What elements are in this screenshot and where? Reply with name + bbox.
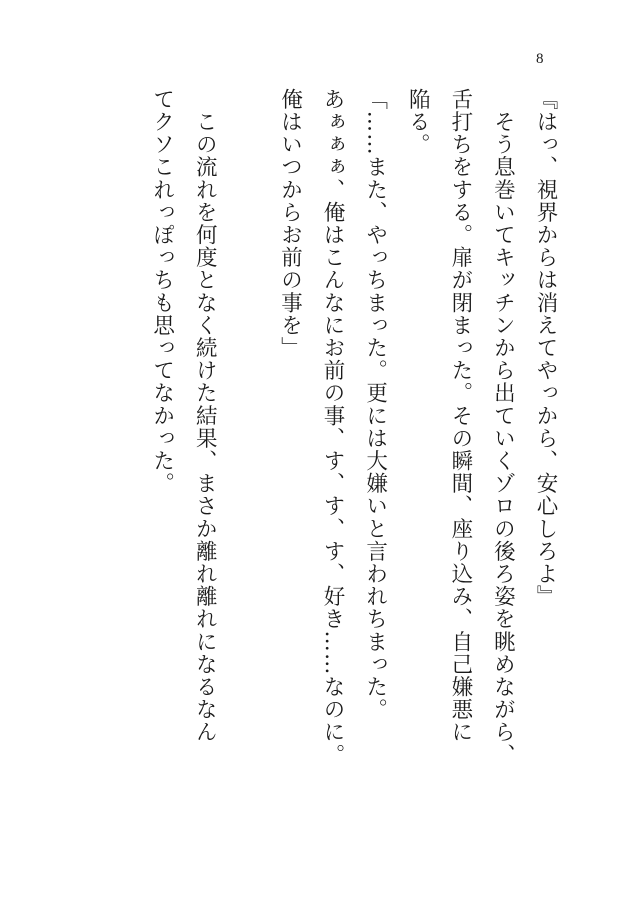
text-line: 俺はいつからお前の事を」	[277, 88, 303, 360]
text-line: 陥る。	[405, 88, 431, 156]
vertical-text-body	[140, 88, 566, 840]
text-line: この流れを何度となく続けた結果、まさか離れ離れになるなん	[192, 88, 218, 744]
text-line: そう息巻いてキッチンから出ていくゾロの後ろ姿を眺めながら、	[490, 88, 516, 766]
page-number: 8	[536, 51, 544, 67]
text-line: 「……また、やっちまった。更には大嫌いと言われちまった。	[362, 88, 388, 721]
text-line: 『はっ、視界からは消えてやっから、安心しろよ』	[533, 88, 558, 608]
text-line: てクソこれっぽっちも思ってなかった。	[149, 88, 175, 495]
blank-line	[225, 88, 268, 840]
text-line: 舌打ちをする。扉が閉まった。その瞬間、座り込み、自己嫌悪に	[447, 88, 473, 744]
text-line: あぁぁぁ、俺はこんなにお前の事、す、す、す、好き……なのに。	[320, 88, 346, 766]
